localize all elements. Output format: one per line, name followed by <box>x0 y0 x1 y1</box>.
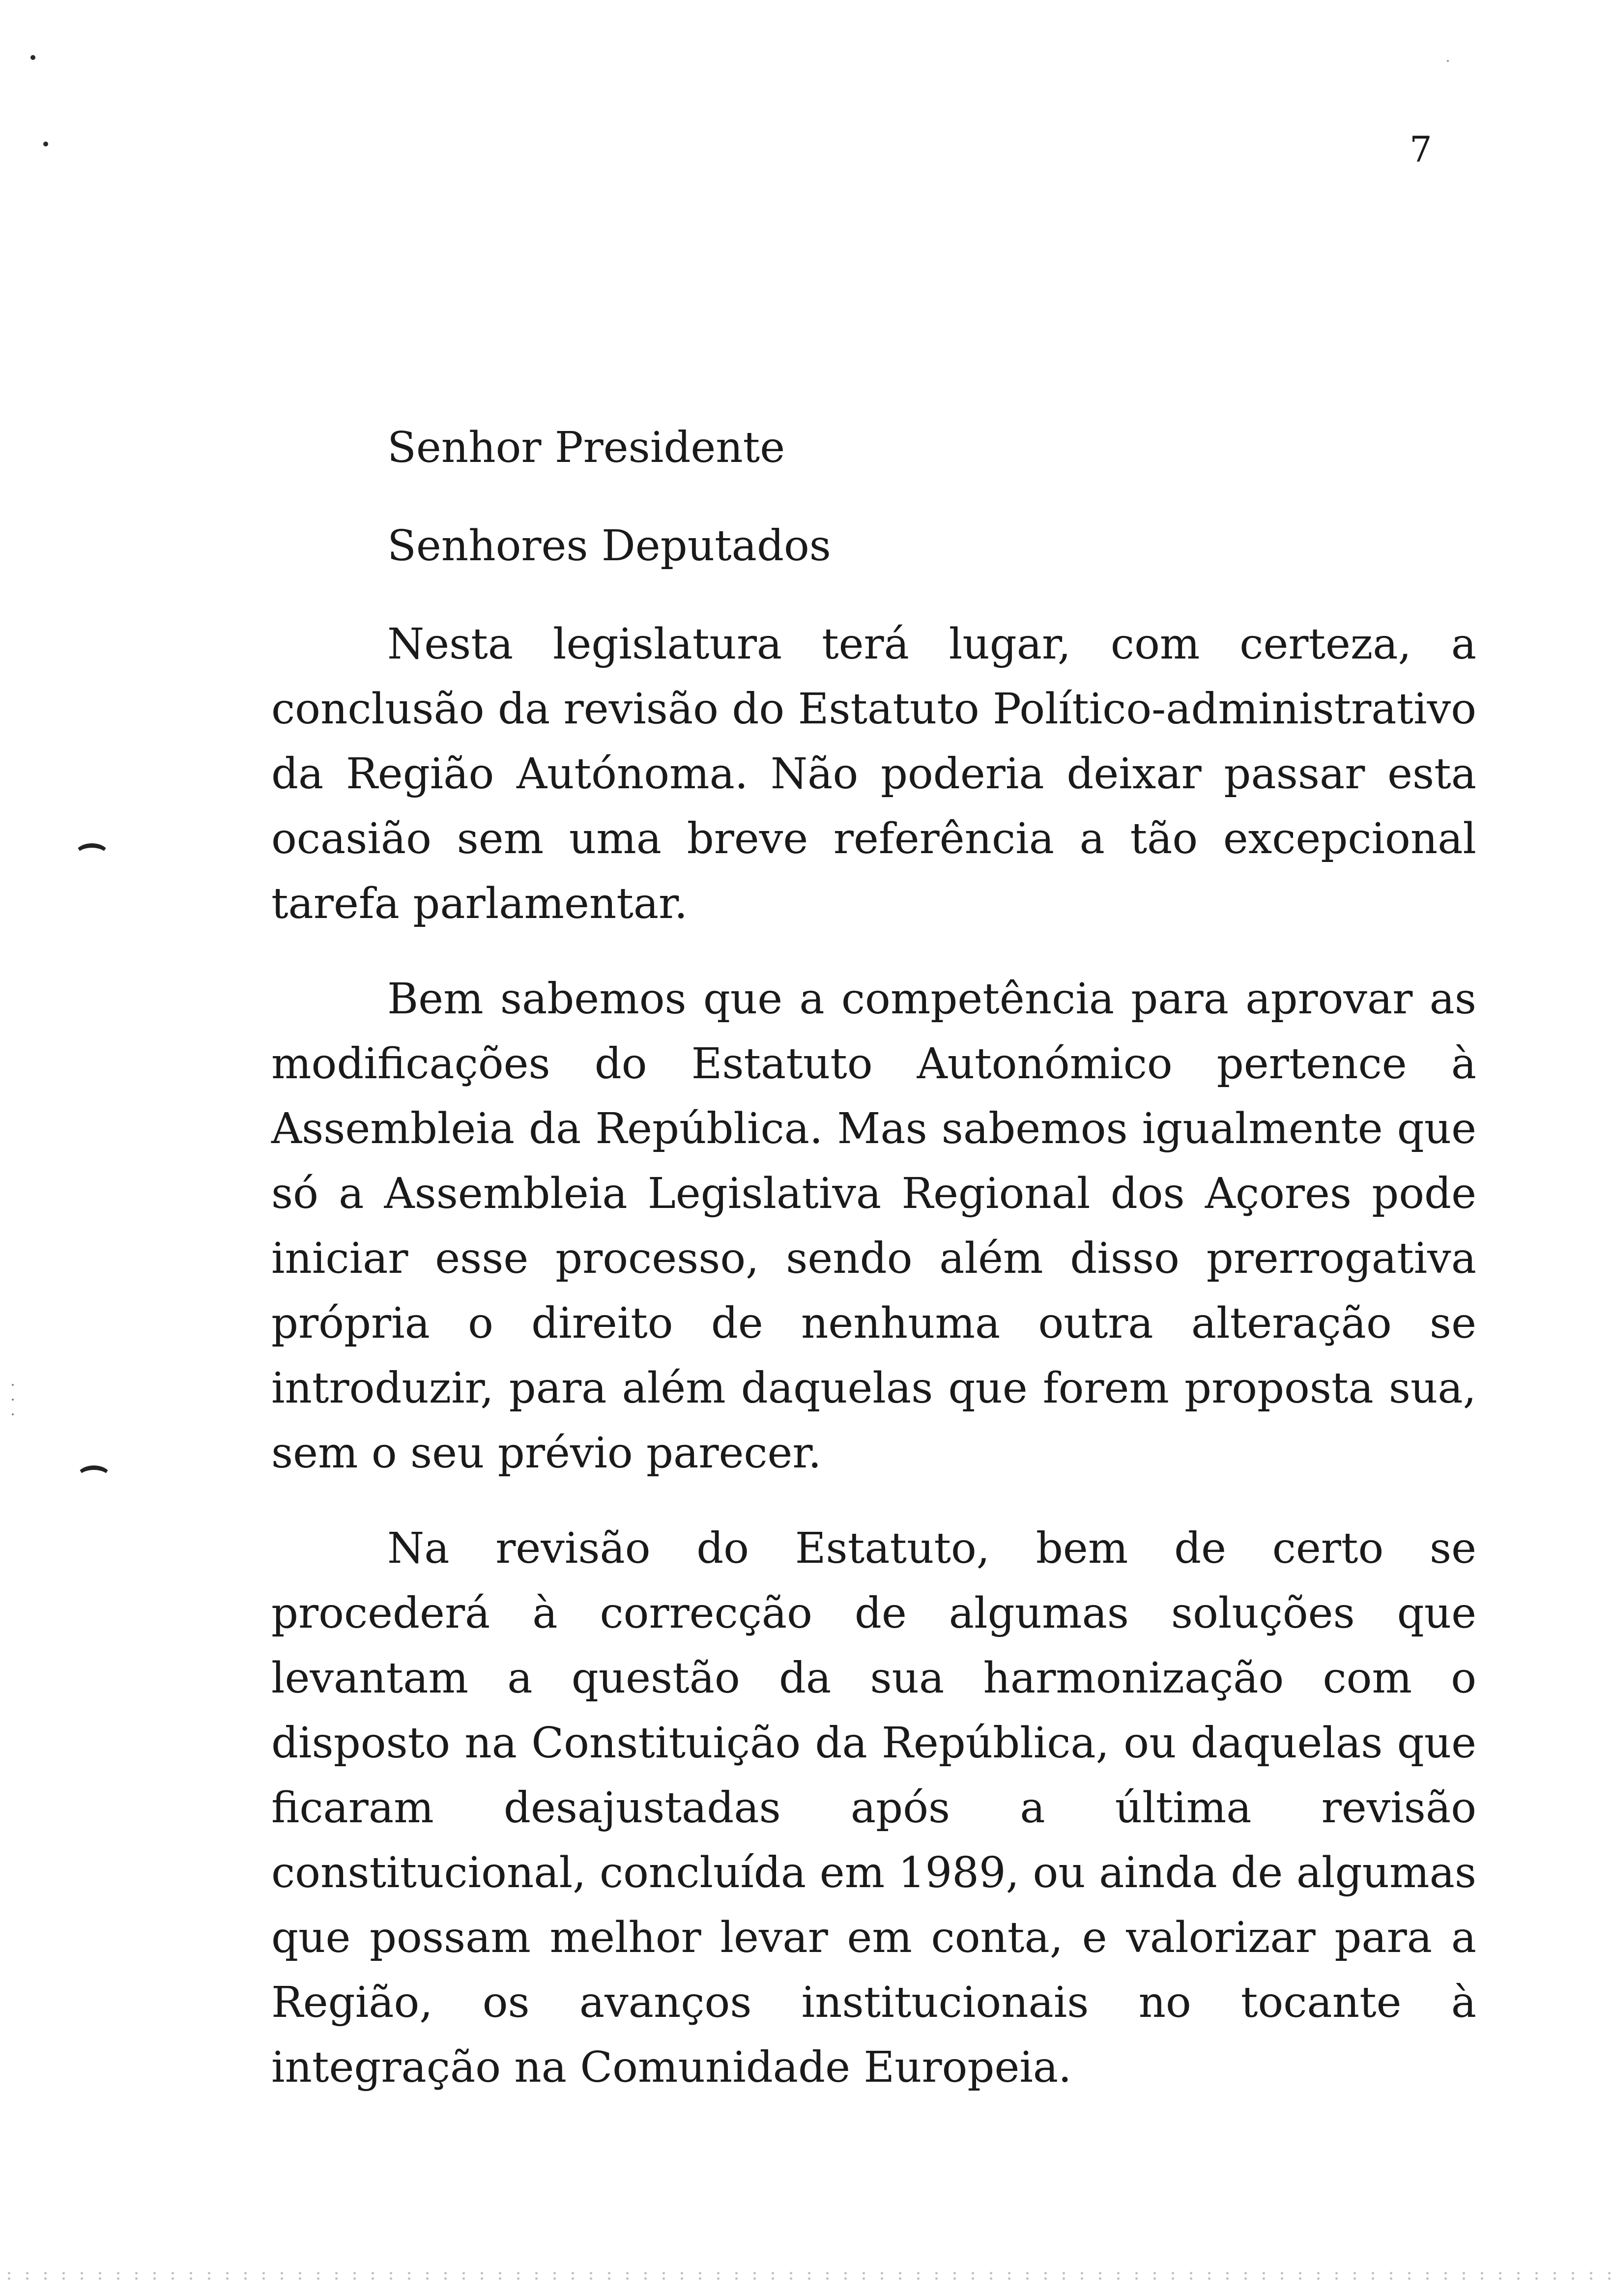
letter-body <box>271 415 1476 2130</box>
scan-speck <box>30 55 35 60</box>
binder-hole-mark <box>75 843 109 866</box>
page-number: 7 <box>1410 129 1432 170</box>
scan-speck <box>12 1413 14 1415</box>
salutation-deputies: Senhores Deputados <box>387 521 831 571</box>
scan-speck <box>12 1384 14 1386</box>
scan-speck <box>43 142 48 146</box>
salutation-president: Senhor Presidente <box>387 423 785 472</box>
scan-speck <box>12 1399 14 1401</box>
paragraph-legislature: Nesta legislatura terá lugar, com certeza, a conclusão da revisão do Estatuto Político-administrativo da Região Autónoma. Não poderia deixar passar esta ocasião sem uma breve referência a tão excepcional tarefa parlamentar. <box>271 620 1476 928</box>
paragraph-competence: Bem sabemos que a competência para aprovar as modificações do Estatuto Autonómico pertence à Assembleia da República. Mas sabemos igualmente que só a Assembleia Legislativa Regional dos Açores pode iniciar esse processo, sendo além disso prerrogativa própria o direito de nenhuma outra alteração se introduzir, para além daquelas que forem proposta sua, sem o seu prévio parecer. <box>271 975 1476 1478</box>
binder-hole-mark <box>77 1465 111 1488</box>
scan-noise-strip <box>0 2270 1612 2282</box>
paragraph-revision: Na revisão do Estatuto, bem de certo se procederá à correcção de algumas soluções que levantam a questão da sua harmonização com o disposto na Constituição da República, ou daquelas que ficaram desajustadas após a última revisão constitucional, concluída em 1989, ou ainda de algumas que possam melhor levar em conta, e valorizar para a Região, os avanços institucionais no tocante à integração na Comunidade Europeia. <box>271 1524 1476 2092</box>
scan-speck <box>1447 60 1449 62</box>
